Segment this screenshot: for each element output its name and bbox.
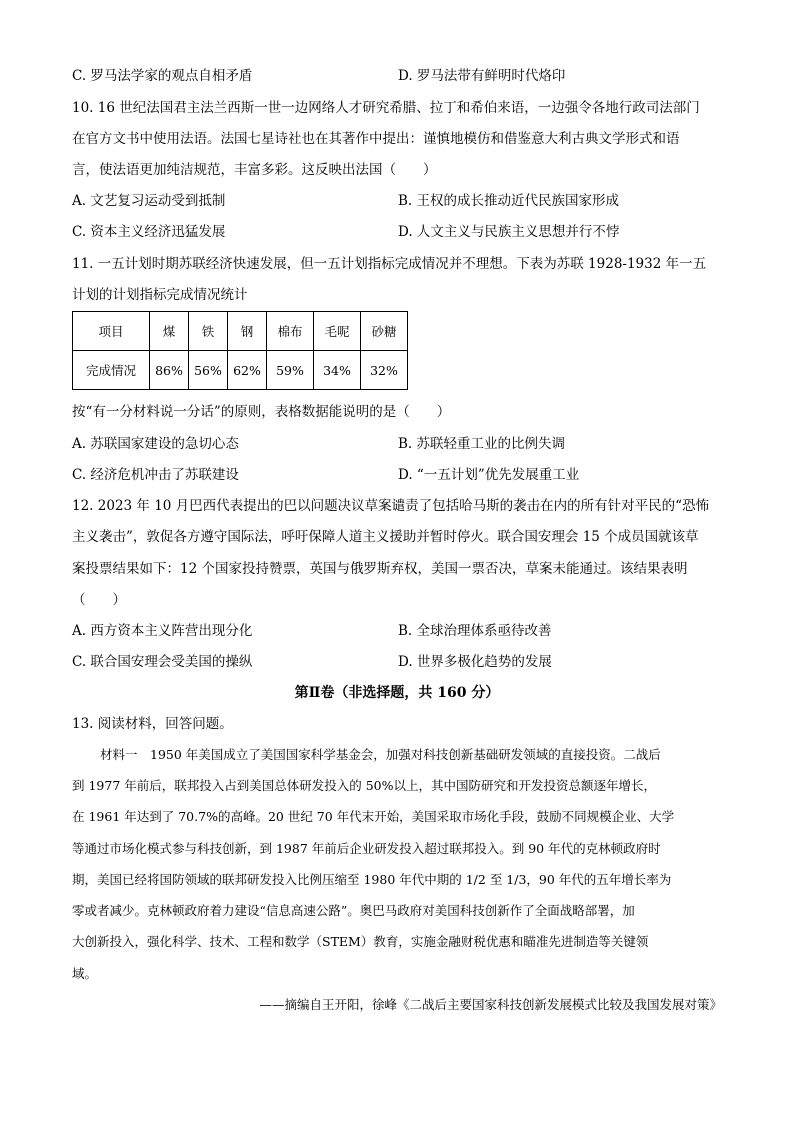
q12-option-a: A. 西方资本主义阵营出现分化 — [72, 623, 253, 639]
q12-option-c: C. 联合国安理会受美国的操纵 — [72, 654, 253, 670]
q10-option-b: B. 王权的成长推动近代民族国家形成 — [398, 193, 620, 209]
q11-stem-line-2: 计划的计划指标完成情况统计 — [72, 287, 248, 303]
table-header-cell: 毛呢 — [314, 312, 361, 351]
table-header-cell: 煤 — [150, 312, 189, 351]
section-title: 第Ⅱ卷（非选择题，共 160 分） — [294, 685, 500, 701]
q11-option-b: B. 苏联轻重工业的比例失调 — [398, 436, 566, 452]
q13-material-line-3: 在 1961 年达到了 70.7%的高峰。20 世纪 70 年代末开始，美国采取市场化手段，鼓励不同规模企业、大学 — [72, 809, 675, 824]
table-cell: 59% — [267, 351, 314, 390]
q12-stem-line-4: （ ） — [72, 592, 126, 608]
q11-option-c: C. 经济危机冲击了苏联建设 — [72, 467, 239, 483]
q10-option-d: D. 人文主义与民族主义思想并行不悖 — [398, 224, 620, 240]
q10-stem-line-2: 在官方文书中使用法语。法国七星诗社也在其著作中提出：谨慎地模仿和借鉴意大利古典文学形式和语 — [72, 131, 680, 147]
q10-option-c: C. 资本主义经济迅猛发展 — [72, 224, 226, 240]
table-cell: 86% — [150, 351, 189, 390]
table-header-cell: 钢 — [228, 312, 267, 351]
q12-option-d: D. 世界多极化趋势的发展 — [398, 654, 552, 670]
q13-material-line-6: 零或者减少。克林顿政府着力建设“信息高速公路”。奥巴马政府对美国科技创新作了全面战略部署，加 — [72, 903, 635, 918]
table-cell: 62% — [228, 351, 267, 390]
q12-stem-line-1: 12. 2023 年 10 月巴西代表提出的巴以问题决议草案谴责了包括哈马斯的袭击在内的所有针对平民的“恐怖 — [72, 498, 710, 514]
q11-stem-line-1: 11. 一五计划时期苏联经济快速发展，但一五计划指标完成情况并不理想。下表为苏联 1928-1932 年一五 — [72, 256, 707, 272]
q11-option-a: A. 苏联国家建设的急切心态 — [72, 436, 239, 452]
q13-material-line-4: 等通过市场化模式参与科技创新，到 1987 年前后企业研发投入超过联邦投入。到 90 年代的克林顿政府时 — [72, 841, 661, 856]
q9-option-d: D. 罗马法带有鲜明时代烙印 — [398, 68, 566, 84]
table-row — [73, 351, 408, 390]
q13-material-line-7: 大创新投入，强化科学、技术、工程和数学（STEM）教育，实施金融财税优惠和瞄准先进制造等关键领 — [72, 934, 649, 949]
q13-material-line-8: 域。 — [72, 966, 98, 981]
q11-question: 按“有一分材料说一分话”的原则，表格数据能说明的是（ ） — [72, 404, 451, 420]
q12-stem-line-2: 主义袭击”，敦促各方遵守国际法，呼吁保障人道主义援助并暂时停火。联合国安理会 15 个成员国就该草 — [72, 529, 699, 545]
q9-option-c: C. 罗马法学家的观点自相矛盾 — [72, 68, 253, 84]
q13-material-line-2: 到 1977 年前后，联邦投入占到美国总体研发投入的 50%以上，其中国防研究和开发投资总额逐年增长， — [72, 778, 657, 793]
table-cell: 56% — [189, 351, 228, 390]
table-header-cell: 项目 — [73, 312, 150, 351]
q11-option-d: D. “一五计划”优先发展重工业 — [398, 467, 580, 483]
q13-material-line-5: 期，美国已经将国防领域的联邦研发投入比例压缩至 1980 年代中期的 1/2 至 1/3，90 年代的五年增长率为 — [72, 872, 672, 887]
q13-material-line-1: 材料一 1950 年美国成立了美国国家科学基金会，加强对科技创新基础研发领域的直接投资。二战后 — [100, 747, 661, 762]
table-header-cell: 铁 — [189, 312, 228, 351]
table-cell: 完成情况 — [73, 351, 150, 390]
table-cell: 34% — [314, 351, 361, 390]
q12-stem-line-3: 案投票结果如下：12 个国家投持赞票，英国与俄罗斯弃权，美国一票否决，草案未能通过。该结果表明 — [72, 561, 688, 577]
q12-option-b: B. 全球治理体系亟待改善 — [398, 623, 552, 639]
table-header-cell: 棉布 — [267, 312, 314, 351]
q11-stats-table — [72, 311, 408, 390]
table-header-row — [73, 312, 408, 351]
table-cell: 32% — [361, 351, 408, 390]
table-header-cell: 砂糖 — [361, 312, 408, 351]
q13-source: ——摘编自王开阳，徐峰《二战后主要国家科技创新发展模式比较及我国发展对策》 — [259, 997, 722, 1012]
q10-stem-line-3: 言，使法语更加纯洁规范，丰富多彩。这反映出法国（ ） — [72, 162, 437, 178]
q13-stem: 13. 阅读材料，回答问题。 — [72, 716, 233, 732]
q10-option-a: A. 文艺复习运动受到抵制 — [72, 193, 226, 209]
q10-stem-line-1: 10. 16 世纪法国君主法兰西斯一世一边网络人才研究希腊、拉丁和希伯来语，一边强令各地行政司法部门 — [72, 100, 700, 116]
